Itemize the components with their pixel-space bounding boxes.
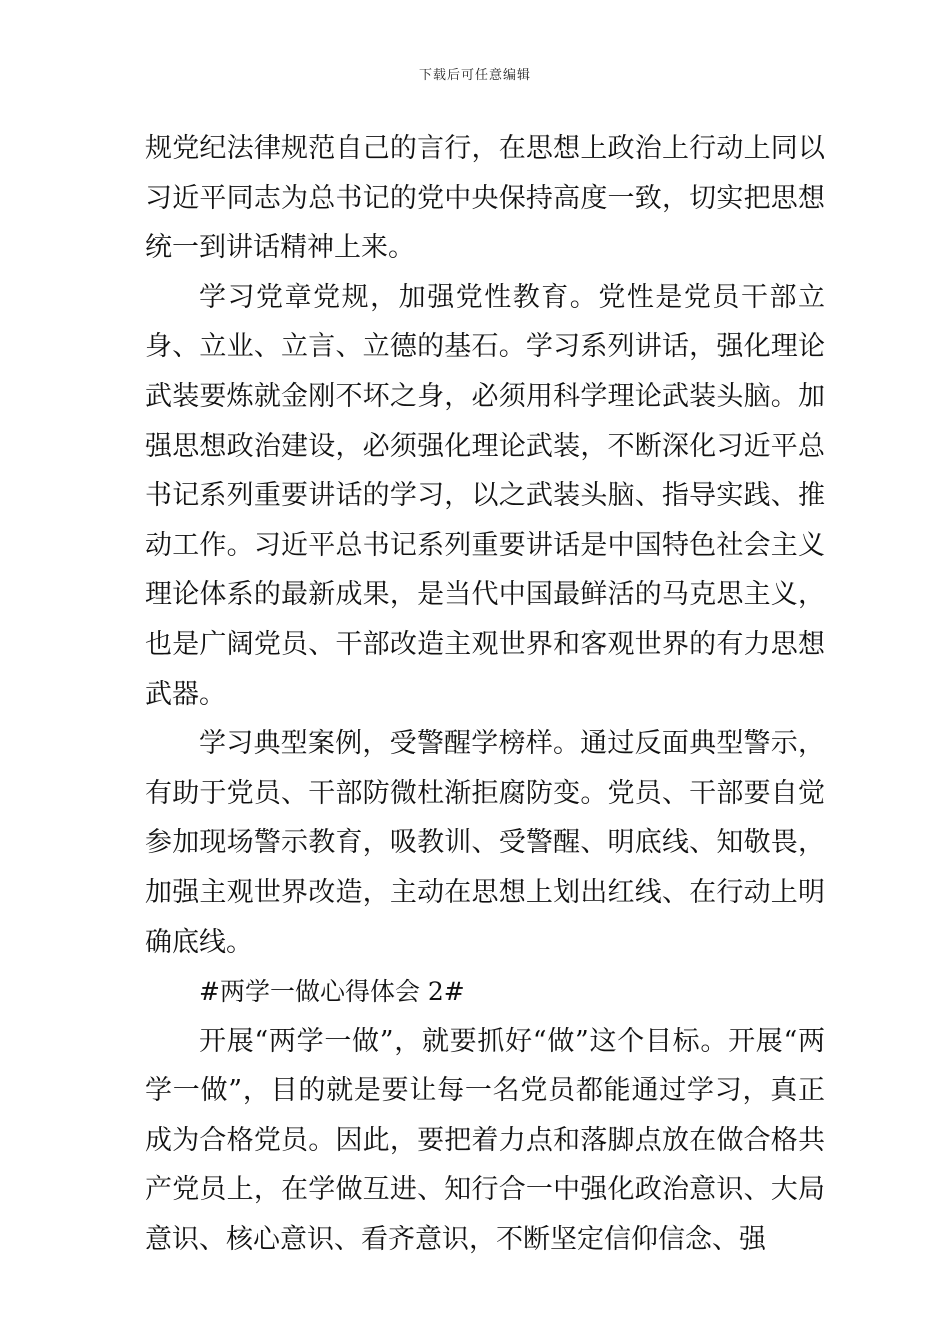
document-body	[145, 124, 825, 1265]
paragraph-2: 学习党章党规，加强党性教育。党性是党员干部立身、立业、立言、立德的基石。学习系列讲话，强化理论武装要炼就金刚不坏之身，必须用科学理论武装头脑。加强思想政治建设，必须强化理论武装，不断深化习近平总书记系列重要讲话的学习，以之武装头脑、指导实践、推动工作。习近平总书记系列重要讲话是中国特色社会主义理论体系的最新成果，是当代中国最鲜活的马克思主义，也是广阔党员、干部改造主观世界和客观世界的有力思想武器。	[145, 281, 825, 710]
page-header: 下载后可任意编辑	[418, 68, 531, 83]
paragraph-1: 规党纪法律规范自己的言行，在思想上政治上行动上同以习近平同志为总书记的党中央保持高度一致，切实把思想统一到讲话精神上来。	[145, 133, 825, 264]
paragraph-4: 开展“两学一做”，就要抓好“做”这个目标。开展“两学一做”，目的就是要让每一名党员都能通过学习，真正成为合格党员。因此，要把着力点和落脚点放在做合格共产党员上，在学做互进、知行合一中强化政治意识、大局意识、核心意识、看齐意识，不断坚定信仰信念、强	[145, 1025, 825, 1256]
section-heading: #两学一做心得体会 2#	[199, 977, 465, 1007]
paragraph-3: 学习典型案例，受警醒学榜样。通过反面典型警示，有助于党员、干部防微杜渐拒腐防变。党员、干部要自觉参加现场警示教育，吸教训、受警醒、明底线、知敬畏，加强主观世界改造，主动在思想上划出红线、在行动上明确底线。	[145, 728, 825, 958]
